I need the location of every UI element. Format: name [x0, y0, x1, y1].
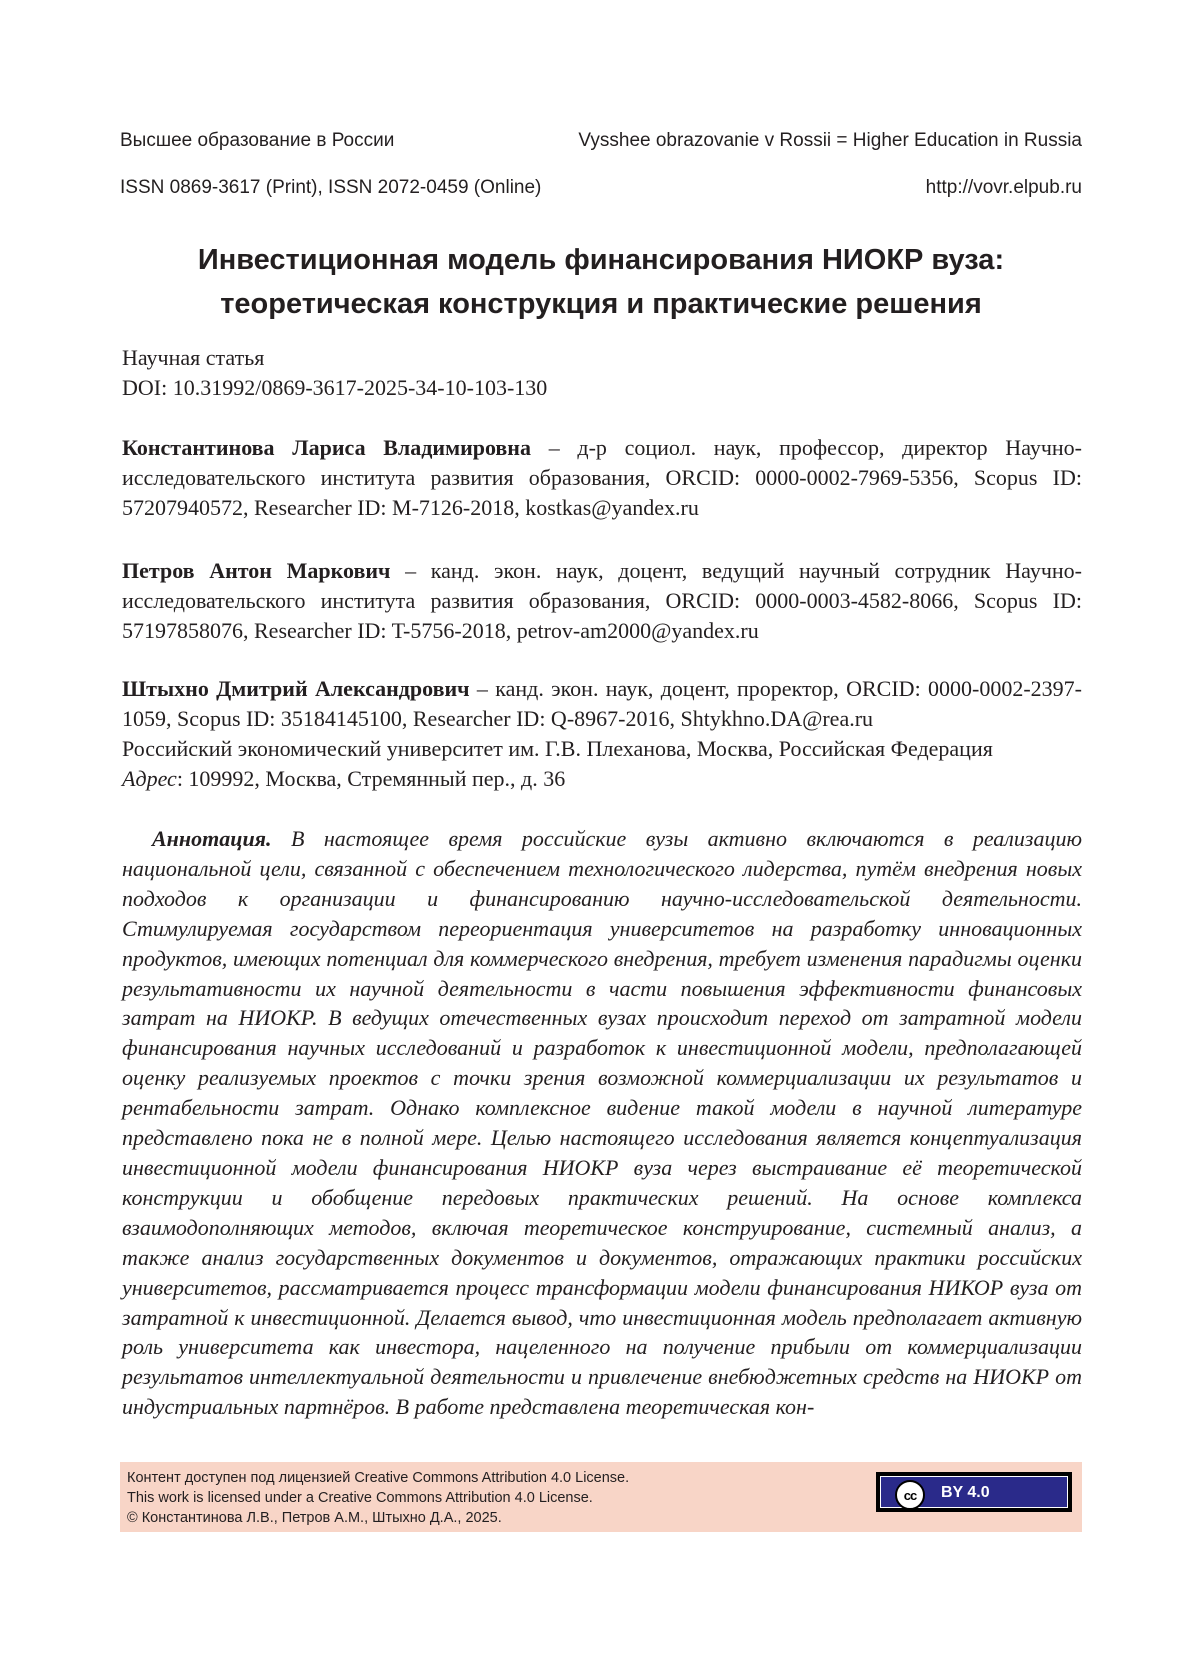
journal-title-ru: Высшее образование в России: [120, 130, 395, 151]
abstract-label: Аннотация.: [152, 826, 272, 851]
license-line-en: This work is licensed under a Creative Commons Attribution 4.0 License.: [127, 1490, 593, 1506]
license-line-ru: Контент доступен под лицензией Creative Commons Attribution 4.0 License.: [127, 1470, 630, 1486]
author-block: [122, 674, 1082, 794]
author-details: – д-р социол. наук, профессор, директор Научно-исследовательского института развития образования, ORCID: 0000-0002-7969-5356, Scopus ID: 57207940572, Researcher ID: M-7126-2018, kostkas@yandex.ru: [122, 435, 1083, 520]
copyright: © Константинова Л.В., Петров А.М., Штыхно Д.А., 2025.: [127, 1510, 502, 1526]
article-meta: [122, 343, 1082, 403]
article-type: Научная статья: [122, 345, 265, 370]
issn: ISSN 0869-3617 (Print), ISSN 2072-0459 (Online): [120, 177, 542, 198]
cc-by-badge[interactable]: [876, 1472, 1072, 1512]
cc-badge-inner: [880, 1476, 1068, 1508]
cc-by-label: BY 4.0: [941, 1484, 990, 1501]
license-box: [120, 1462, 1082, 1532]
running-head-top: [120, 130, 1082, 152]
author-name: Константинова Лариса Владимировна: [122, 435, 531, 460]
author-block: [122, 556, 1082, 646]
author-block: [122, 433, 1082, 523]
author-name: Петров Антон Маркович: [122, 558, 391, 583]
author-details: – канд. экон. наук, доцент, ведущий научный сотрудник Научно-исследовательского института развития образования, ORCID: 0000-0003-4582-8066, Scopus ID: 57197858076, Researcher ID: T-5756-2018, petrov-am2000@yandex.ru: [122, 558, 1082, 643]
address: [122, 764, 1082, 794]
author-details: – канд. экон. наук, доцент, проректор, ORCID: 0000-0002-2397-1059, Scopus ID: 35184145100, Researcher ID: Q-8967-2016, Shtykhno.DA@rea.ru: [122, 676, 1082, 731]
article-title: [120, 238, 1082, 326]
journal-title-en: Vysshee obrazovanie v Rossii = Higher Education in Russia: [578, 130, 1082, 151]
journal-url[interactable]: http://vovr.elpub.ru: [925, 177, 1082, 198]
address-label: Адрес: [122, 766, 177, 791]
running-head-bottom: [120, 177, 1082, 199]
article-title-line-2: теоретическая конструкция и практические решения: [220, 288, 982, 320]
license-text: [127, 1468, 629, 1528]
author-name: Штыхно Дмитрий Александрович: [122, 676, 470, 701]
abstract-text: В настоящее время российские вузы активно включаются в реализацию национальной цели, связанной с обеспечением технологического лидерства, путём внедрения новых подходов к организации и финансированию научно-исследовательской деятельности. Стимулируемая государством переориентация университетов на разработку инновационных продуктов, имеющих потенциал для коммерческого внедрения, требует изменения парадигмы оценки результативности их научной деятельности в части повышения эффективности финансовых затрат на НИОКР. В ведущих отечественных вузах происходит переход от затратной модели финансирования научных исследований и разработок к инвестиционной модели, предполагающей оценку реализуемых проектов с точки зрения возможной коммерциализации их результатов и рентабельности затрат. Однако комплексное видение такой модели в научной литературе представлено пока не в полной мере. Целью настоящего исследования является концептуализация инвестиционной модели финансирования НИОКР вуза через выстраивание её теоретической конструкции и обобщение передовых практических решений. На основе комплекса взаимодополняющих методов, включая теоретическое конструирование, системный анализ, а также анализ государственных документов и документов, отражающих практики российских университетов, рассматривается процесс трансформации модели финансирования НИКОР вуза от затратной к инвестиционной. Делается вывод, что инвестиционная модель предполагает активную роль университета как инвестора, нацеленного на получение прибыли от коммерциализации результатов интеллектуальной деятельности и привлечение внебюджетных средств на НИОКР от индустриальных партнёров. В работе представлена теоретическая кон-: [122, 826, 1082, 1420]
doi[interactable]: DOI: 10.31992/0869-3617-2025-34-10-103-130: [122, 375, 548, 400]
address-text: : 109992, Москва, Стремянный пер., д. 36: [176, 766, 566, 791]
creative-commons-icon: cc: [895, 1480, 925, 1510]
affiliation: Российский экономический университет им. Г.В. Плеханова, Москва, Российская Федерация: [122, 736, 993, 761]
abstract: [122, 824, 1082, 1422]
article-title-line-1: Инвестиционная модель финансирования НИОКР вуза:: [197, 244, 1005, 276]
